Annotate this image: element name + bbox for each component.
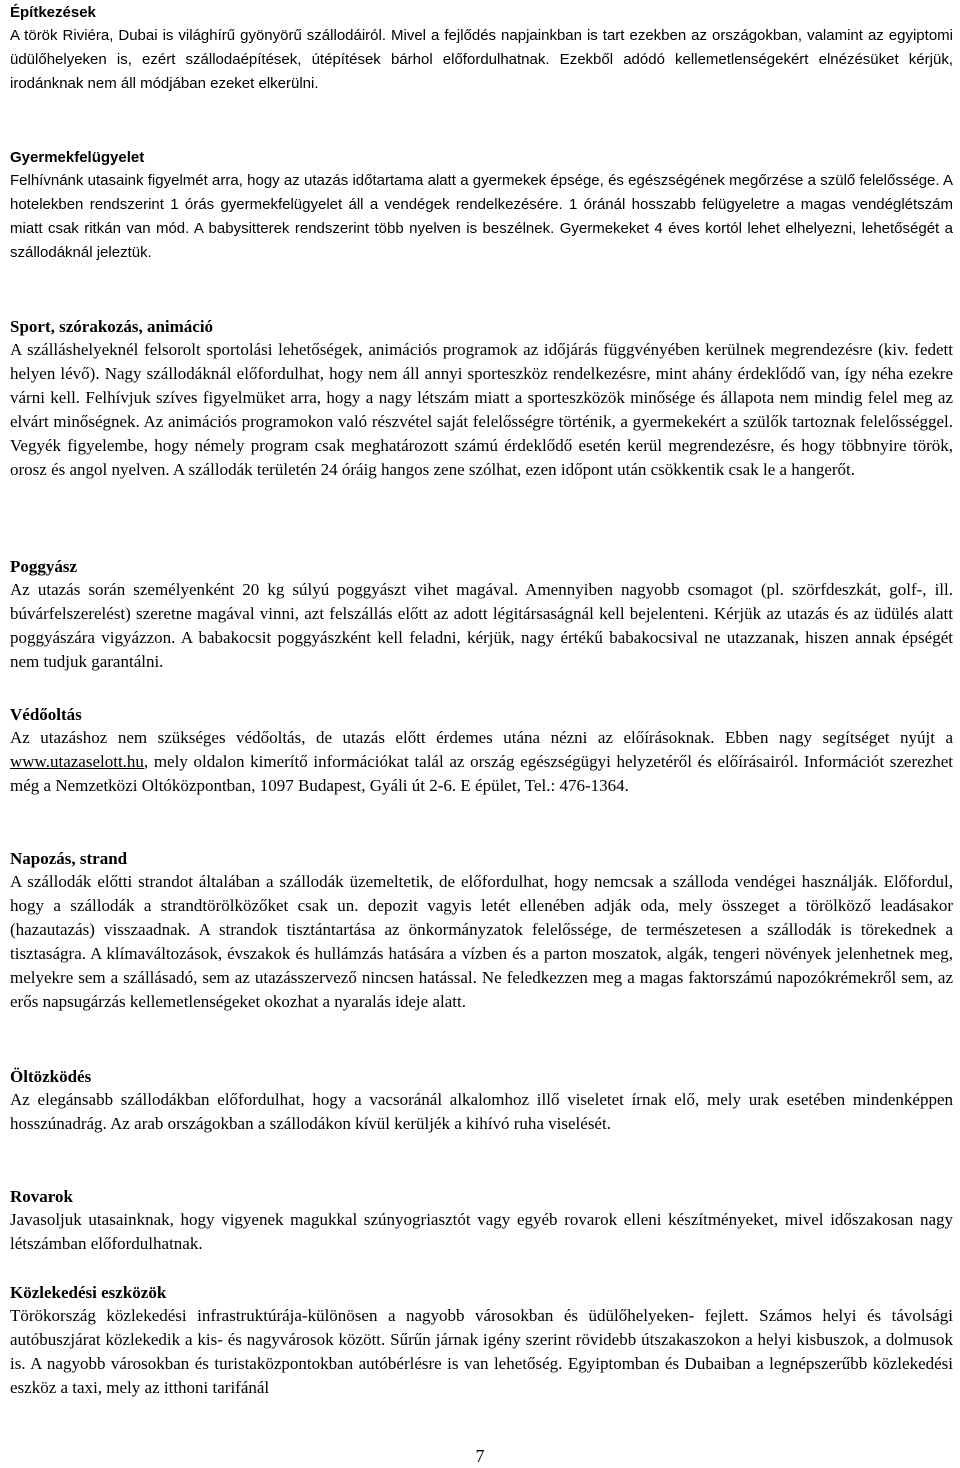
section-epitkezesek [10,2,953,96]
section-text: A szálláshelyeknél felsorolt sportolási lehetőségek, animációs programok az időjárás függvényében kerülnek megrendezésre (kiv. fedett helyen lévő). Nagy szállodáknál előfordulhat, hogy nem áll annyi sporteszköz rendelkezésre, mint ahány érdeklődő van, így néha ezekre várni kell. Felhívjuk szíves figyelmüket arra, hogy a nagy létszám miatt a sporteszközök minősége és állapota nem mindig felel meg az elvárt minőségnek. Az animációs programokon való részvétel saját felelősségre történik, a gyermekekért a szülők tartoznak felelősséggel. Vegyék figyelembe, hogy némely program csak meghatározott számú érdeklődő esetén kerül megrendezésre, és hogy többnyire török, orosz és angol nyelven. A szállodák területén 24 óráig hangos zene szólhat, ezen időpont után csökkentik csak le a hangerőt. [10,340,953,479]
section-text [10,726,953,798]
section-text: A török Riviéra, Dubai is világhírű gyönyörű szállodáiról. Mivel a fejlődés napjainkban is tart ezekben az országokban, valamint az egyiptomi üdülőhelyeken is, ezért szállodaépítések, útépítések bárhol előfordulhatnak. Ezekből adódó kellemetlenségekért elnézésüket kérjük, irodánknak nem áll módjában ezeket elkerülni. [10,27,953,92]
section-text: Felhívnánk utasaink figyelmét arra, hogy az utazás időtartama alatt a gyermekek épsége, és egészségének megőrzése a szülő felelőssége. A hotelekben rendszerint 1 órás gyermekfelügyelet áll a vendégek rendelkezésére. 1 óránál hosszabb felügyeletre a magas vendéglétszám miatt csak ritkán van mód. A babysitterek rendszerint több nyelven is beszélnek. Gyermekeket 4 éves kortól lehet elhelyezni, lehetőségét a szállodáknál jeleztük. [10,172,953,261]
section-text: Az utazás során személyenként 20 kg súlyú poggyászt vihet magával. Amennyiben nagyobb csomagot (pl. szörfdeszkát, golf-, ill. búvárfelszerelést) szeretne magával vinni, azt felszállás előtt az adott légitársaságnál kell bejelenteni. Kérjük az utazás és az üdülés alatt poggyászára vigyázzon. A babakocsit poggyászként kell feladni, kérjük, nagy értékű babakocsival ne utazzanak, hiszen annak épségét nem tudjuk garantálni. [10,580,953,671]
page-number: 7 [475,1446,485,1466]
section-text: Javasoljuk utasainknak, hogy vigyenek magukkal szúnyogriasztót vagy egyéb rovarok elleni készítményeket, mivel időszakosan nagy létszámban előfordulhatnak. [10,1210,953,1253]
section-rovarok [10,1186,953,1256]
utazaselott-link[interactable]: www.utazaselott.hu [10,752,144,771]
section-gyermekfelugyelet [10,147,953,265]
section-oltozkodes [10,1066,953,1136]
section-text: Törökország közlekedési infrastruktúrája-különösen a nagyobb városokban és üdülőhelyeken- fejlett. Számos helyi és távolsági autóbuszjárat közlekedik a kis- és nagyvárosok között. Sűrűn járnak igény szerint rövidebb útszakaszokon a helyi kisbuszok, a dolmusok is. A nagyobb városokban és turistaközpontokban autóbérlésre is van lehetőség. Egyiptomban és Dubaiban a legnépszerűbb közlekedési eszköz a taxi, mely az itthoni tarifánál [10,1306,953,1397]
section-text: Az elegánsabb szállodákban előfordulhat, hogy a vacsoránál alkalomhoz illő viseletet írnak elő, mely urak esetében mindenképpen hosszúnadrág. Az arab országokban a szállodákon kívül kerüljék a kihívó ruha viselését. [10,1090,953,1133]
section-napozas [10,848,953,1014]
section-heading: Poggyász [10,557,78,576]
section-heading: Sport, szórakozás, animáció [10,317,214,336]
section-heading: Napozás, strand [10,849,128,868]
section-heading: Rovarok [10,1187,73,1206]
section-poggyasz [10,556,953,674]
section-heading: Építkezések [10,4,96,21]
section-heading: Közlekedési eszközök [10,1283,167,1302]
text-before-link: Az utazáshoz nem szükséges védőoltás, de utazás előtt érdemes utána nézni az előírásoknak. Ebben nagy segítséget nyújt a [10,728,953,747]
section-text: A szállodák előtti strandot általában a szállodák üzemeltetik, de előfordulhat, hogy nemcsak a szálloda vendégei használják. Előfordul, hogy a szállodák a strandtörölközőket csak un. depozit vagyis letét ellenében adják oda, mely összeget a törölköző leadásakor (hazautazás) visszaadnak. A strandok tisztántartása az önkormányzatok felelőssége, de természetesen a szállodák is törekednek a tisztaságra. A klímaváltozások, évszakok és hullámzás hatására a vízben és a parton moszatok, algák, tengeri növények jelenhetnek meg, melyekre sem a szállásadó, sem az utazásszervező nincsen hatással. Ne feledkezzen meg a magas faktorszámú napozókrémekről sem, az erős napsugárzás kellemetlenségeket okozhat a nyaralás ideje alatt. [10,872,953,1011]
section-vedooltas [10,704,953,798]
section-sport [10,316,953,482]
section-heading: Gyermekfelügyelet [10,149,145,166]
section-kozlekedes [10,1282,953,1400]
section-heading: Védőoltás [10,705,82,724]
section-heading: Öltözködés [10,1067,92,1086]
text-after-link: , mely oldalon kimerítő információkat talál az ország egészségügyi helyzetéről és előírásairól. Információt szerezhet még a Nemzetközi Oltóközpontban, 1097 Budapest, Gyáli út 2-6. E épület, Tel.: 476-1364. [10,752,953,795]
